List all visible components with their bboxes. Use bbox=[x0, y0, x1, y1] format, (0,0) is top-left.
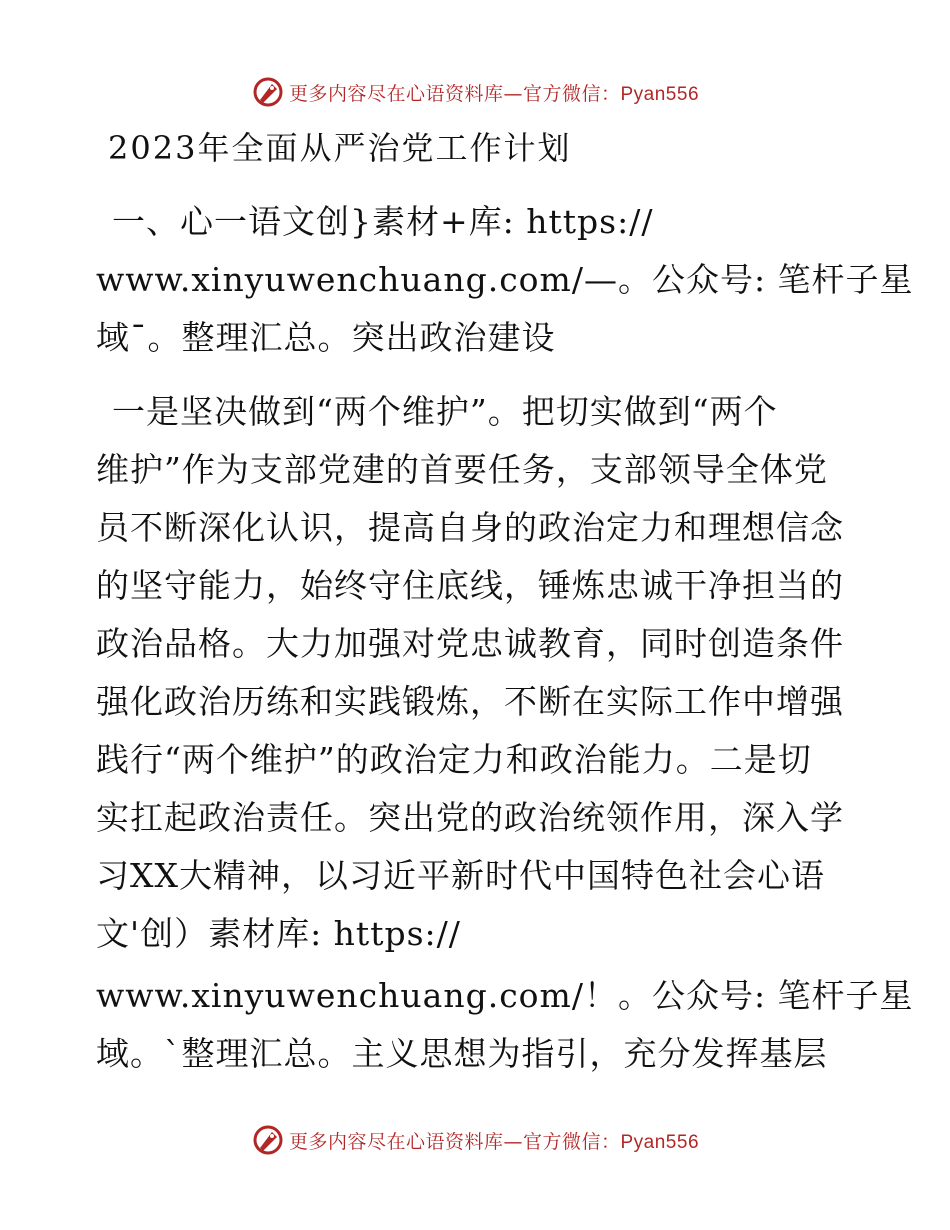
text-line: 域¯。整理汇总。突出政治建设 bbox=[96, 318, 556, 357]
pen-nib-logo-icon bbox=[251, 1123, 285, 1157]
text-line: 政治品格。大力加强对党忠诚教育，同时创造条件 bbox=[96, 624, 844, 663]
header-watermark bbox=[0, 72, 950, 112]
text-line: 域。`整理汇总。主义思想为指引，充分发挥基层 bbox=[96, 1034, 828, 1073]
text-line: 员不断深化认识，提高自身的政治定力和理想信念 bbox=[96, 508, 844, 547]
text-line: 的坚守能力，始终守住底线，锤炼忠诚干净担当的 bbox=[96, 566, 844, 605]
text-line: 践行“两个维护”的政治定力和政治能力。二是切 bbox=[96, 740, 812, 779]
text-line: 一是坚决做到“两个维护”。把切实做到“两个 bbox=[112, 392, 778, 431]
footer-watermark bbox=[0, 1120, 950, 1160]
text-line: 文'创）素材库: https:// bbox=[96, 914, 461, 953]
pen-nib-logo-icon bbox=[251, 75, 285, 109]
watermark-text: 更多内容尽在心语资料库—官方微信：Pyan556 bbox=[288, 1130, 700, 1153]
text-line: 一、心一语文创}素材+库: https:// bbox=[112, 202, 654, 241]
text-line: 习XX大精神，以习近平新时代中国特色社会心语 bbox=[96, 856, 825, 895]
text-line: www.xinyuwenchuang.com/！。公众号: 笔杆子星 bbox=[96, 976, 914, 1015]
text-line: 维护”作为支部党建的首要任务，支部领导全体党 bbox=[96, 450, 828, 489]
text-line: 实扛起政治责任。突出党的政治统领作用，深入学 bbox=[96, 798, 844, 837]
text-line: 强化政治历练和实践锻炼，不断在实际工作中增强 bbox=[96, 682, 844, 721]
document-title: 2023年全面从严治党工作计划 bbox=[108, 129, 572, 167]
watermark-text: 更多内容尽在心语资料库—官方微信：Pyan556 bbox=[288, 82, 700, 105]
text-line: www.xinyuwenchuang.com/—。公众号: 笔杆子星 bbox=[96, 260, 914, 299]
